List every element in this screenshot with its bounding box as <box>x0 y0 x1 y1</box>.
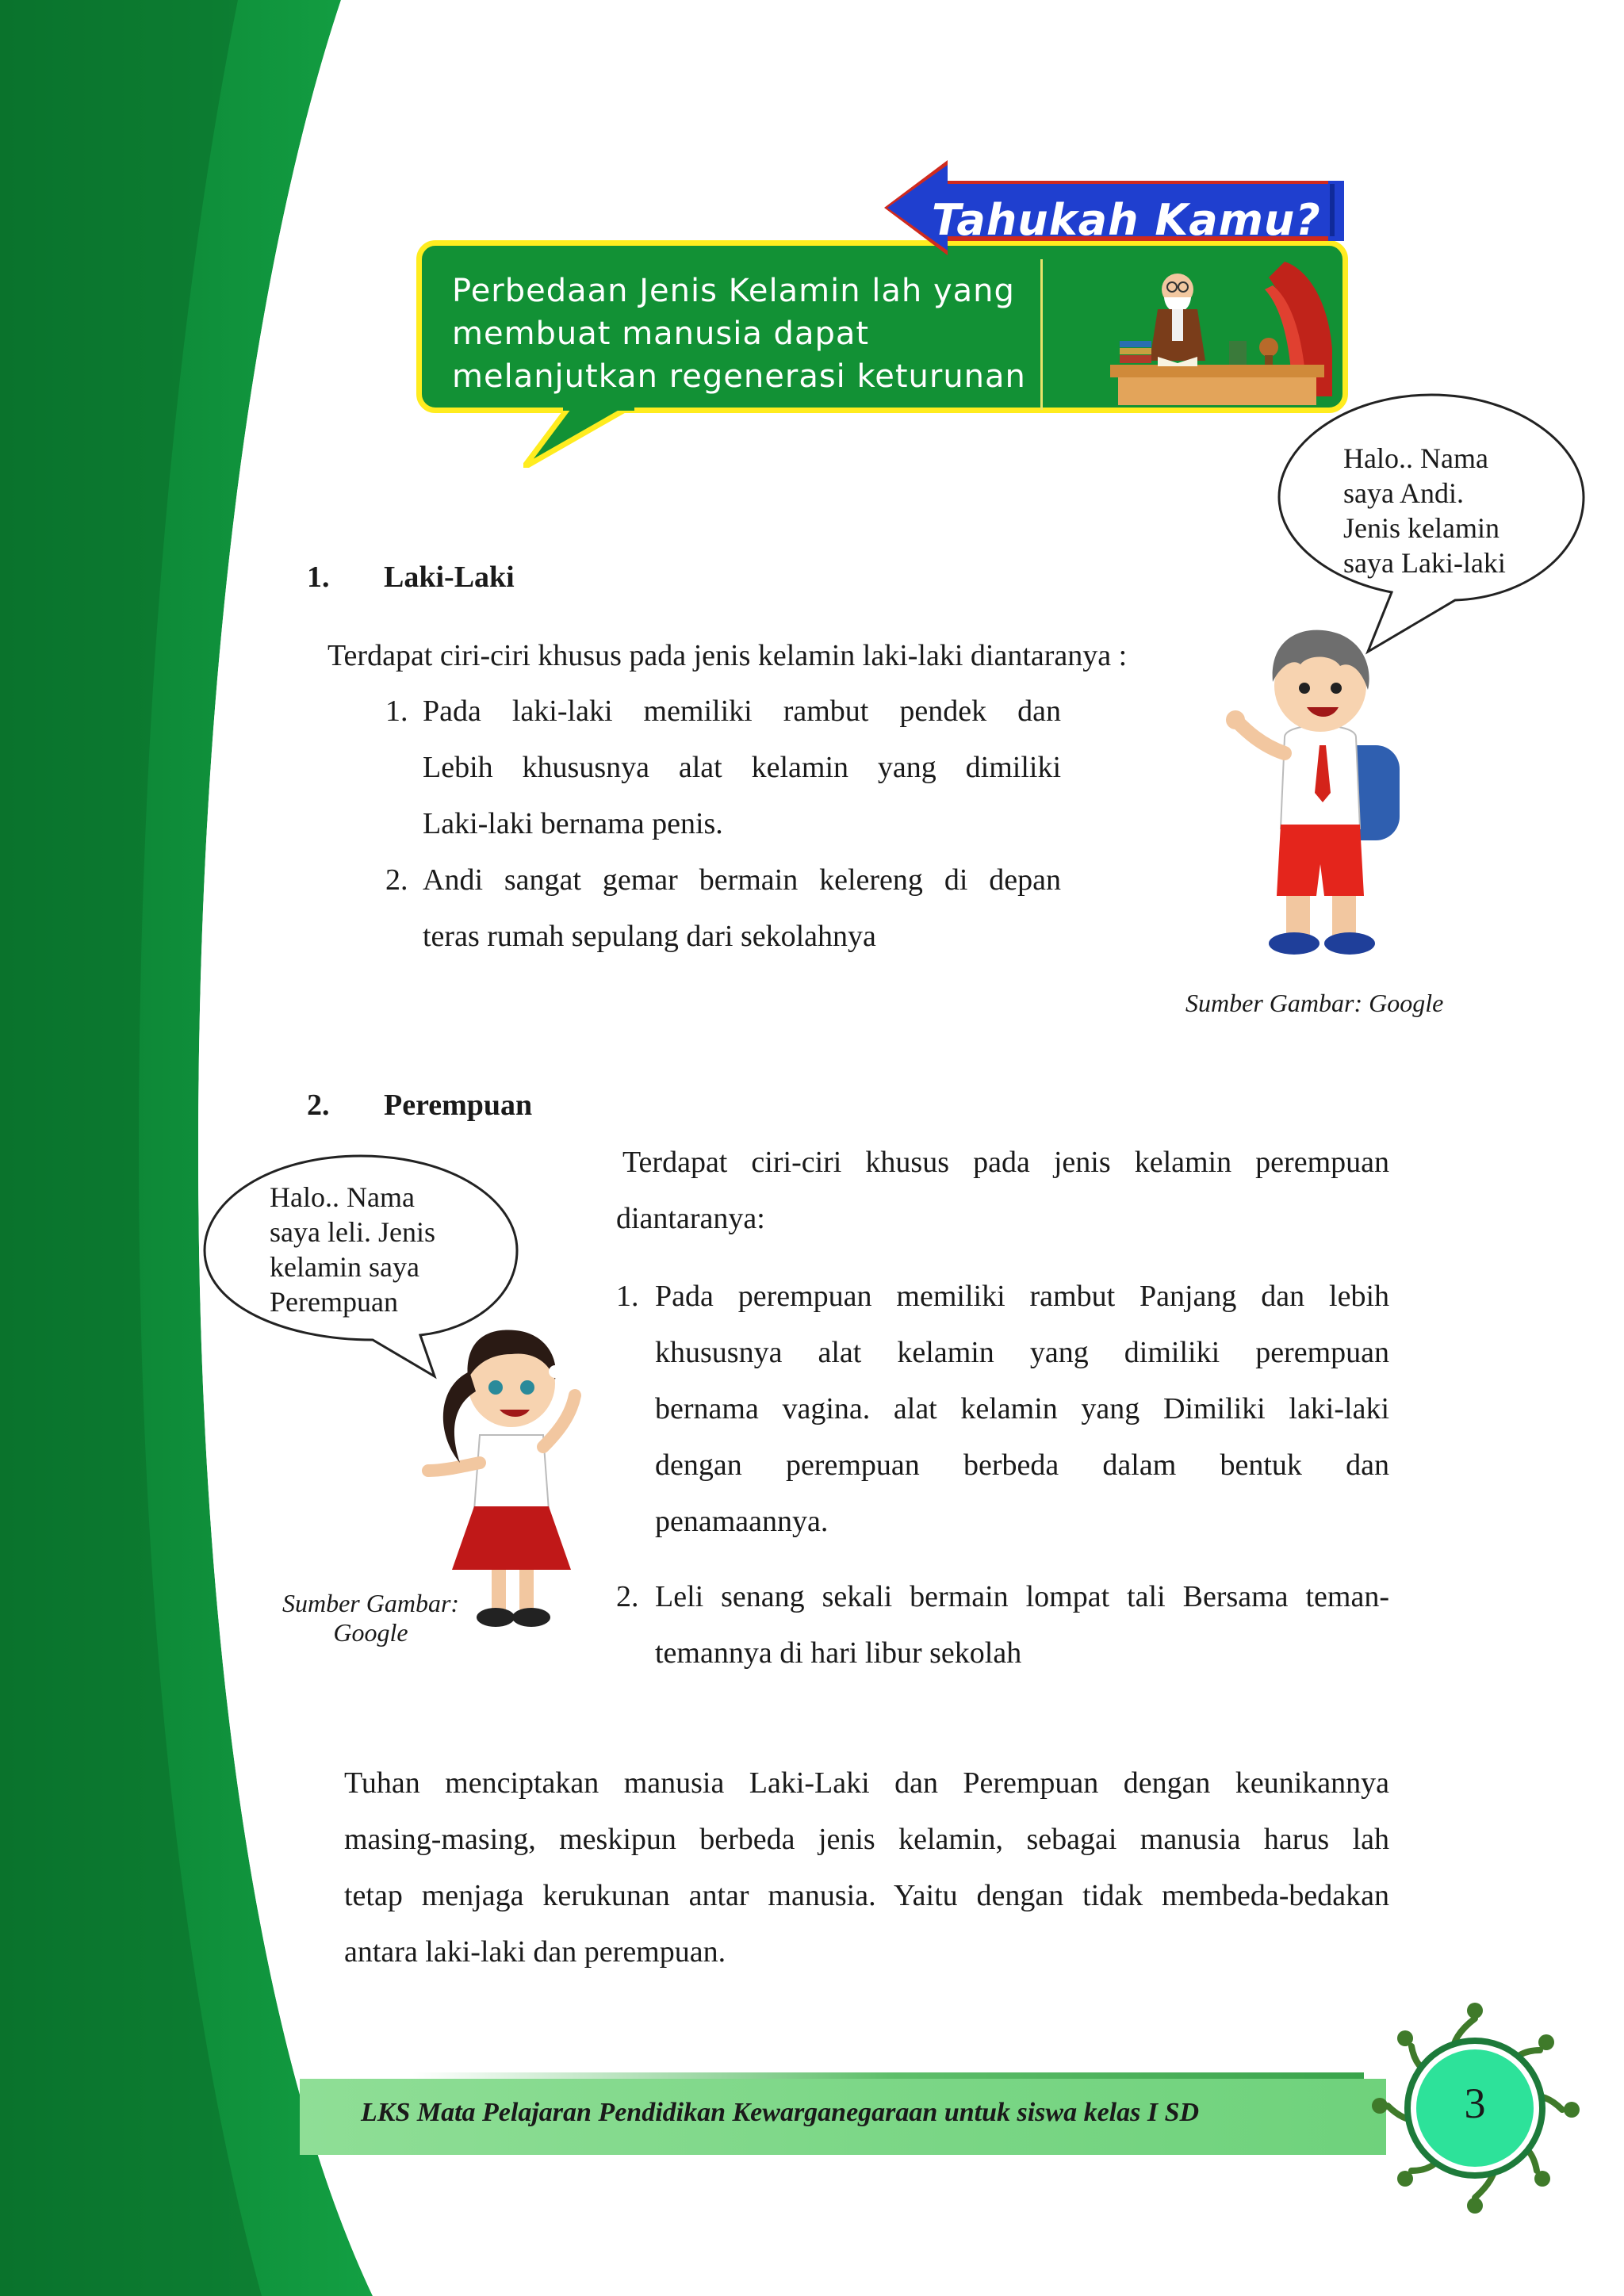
intro-line: Terdapat ciri-ciri khusus pada jenis kelamin perempuan <box>622 1146 1389 1179</box>
section2-item2-num: 2. <box>616 1580 639 1613</box>
closing-paragraph <box>344 1755 1389 1980</box>
section2-number: 2. <box>307 1089 330 1122</box>
item-line: Andi sangat gemar bermain kelereng di depan <box>423 863 1061 897</box>
item-line: teras rumah sepulang dari sekolahnya <box>423 920 876 953</box>
section2-caption <box>274 1589 468 1647</box>
section1-intro: Terdapat ciri-ciri khusus pada jenis kelamin laki-laki diantaranya : <box>327 639 1128 672</box>
section2-intro <box>616 1135 1389 1247</box>
closing-line: tetap menjaga kerukunan antar manusia. Yaitu dengan tidak membeda-bedakan <box>344 1879 1389 1912</box>
bubble-line: Jenis kelamin <box>1343 512 1500 544</box>
section1-title: Laki-Laki <box>384 561 515 594</box>
banner-line: melanjutkan regenerasi keturunan <box>452 358 1026 395</box>
banner-tail <box>523 404 634 468</box>
item-line: Leli senang sekali bermain lompat tali Bersama teman- <box>655 1580 1389 1613</box>
teacher-illustration <box>1102 254 1340 409</box>
closing-line: Tuhan menciptakan manusia Laki-Laki dan Perempuan dengan keunikannya <box>344 1766 1389 1800</box>
bubble-line: Perempuan <box>270 1286 398 1318</box>
intro-line: diantaranya: <box>616 1202 765 1235</box>
speech-bubble-leli-text <box>270 1180 435 1319</box>
bubble-line: saya leli. Jenis <box>270 1216 435 1248</box>
closing-line: antara laki-laki dan perempuan. <box>344 1935 726 1969</box>
section1-number: 1. <box>307 561 330 594</box>
closing-line: masing-masing, meskipun berbeda jenis kelamin, sebagai manusia harus lah <box>344 1823 1389 1856</box>
girl-student-illustration <box>412 1316 619 1633</box>
section1-item2 <box>423 852 1061 965</box>
caption-line: Google <box>333 1618 408 1647</box>
bubble-line: saya Andi. <box>1343 477 1464 509</box>
bubble-line: Halo.. Nama <box>270 1181 415 1213</box>
section2-title: Perempuan <box>384 1089 533 1122</box>
section2-item1 <box>655 1269 1389 1550</box>
item-line: Pada perempuan memiliki rambut Panjang dan lebih <box>655 1280 1389 1313</box>
banner-line: membuat manusia dapat <box>452 316 870 352</box>
section2-item2 <box>655 1569 1389 1682</box>
banner-line: Perbedaan Jenis Kelamin lah yang <box>452 273 1015 309</box>
footer-text: LKS Mata Pelajaran Pendidikan Kewarganegaraan untuk siswa kelas I SD <box>361 2098 1200 2127</box>
caption-line: Sumber Gambar: <box>282 1589 460 1617</box>
item-line: bernama vagina. alat kelamin yang Dimiliki laki-laki <box>655 1392 1389 1425</box>
section1-caption: Sumber Gambar: Google <box>1185 989 1444 1017</box>
item-line: temannya di hari libur sekolah <box>655 1636 1022 1670</box>
page-number: 3 <box>1464 2080 1486 2127</box>
bubble-line: Halo.. Nama <box>1343 442 1488 474</box>
banner-text <box>452 270 1039 398</box>
item-line: Pada laki-laki memiliki rambut pendek dan <box>423 695 1061 728</box>
banner-divider <box>1040 259 1043 410</box>
section1-item1-num: 1. <box>385 695 408 728</box>
bubble-line: kelamin saya <box>270 1251 419 1283</box>
boy-student-illustration <box>1221 626 1427 959</box>
section2-item1-num: 1. <box>616 1280 639 1313</box>
item-line: khususnya alat kelamin yang dimiliki perempuan <box>655 1336 1389 1369</box>
item-line: Laki-laki bernama penis. <box>423 807 723 840</box>
item-line: dengan perempuan berbeda dalam bentuk dan <box>655 1448 1389 1482</box>
tahukah-kamu-label: Tahukah Kamu? <box>932 195 1321 245</box>
item-line: Lebih khususnya alat kelamin yang dimiliki <box>423 751 1061 784</box>
section1-item1 <box>423 683 1061 852</box>
bubble-line: saya Laki-laki <box>1343 547 1506 579</box>
speech-bubble-andi-text <box>1343 441 1506 580</box>
section1-item2-num: 2. <box>385 863 408 897</box>
item-line: penamaannya. <box>655 1505 829 1538</box>
